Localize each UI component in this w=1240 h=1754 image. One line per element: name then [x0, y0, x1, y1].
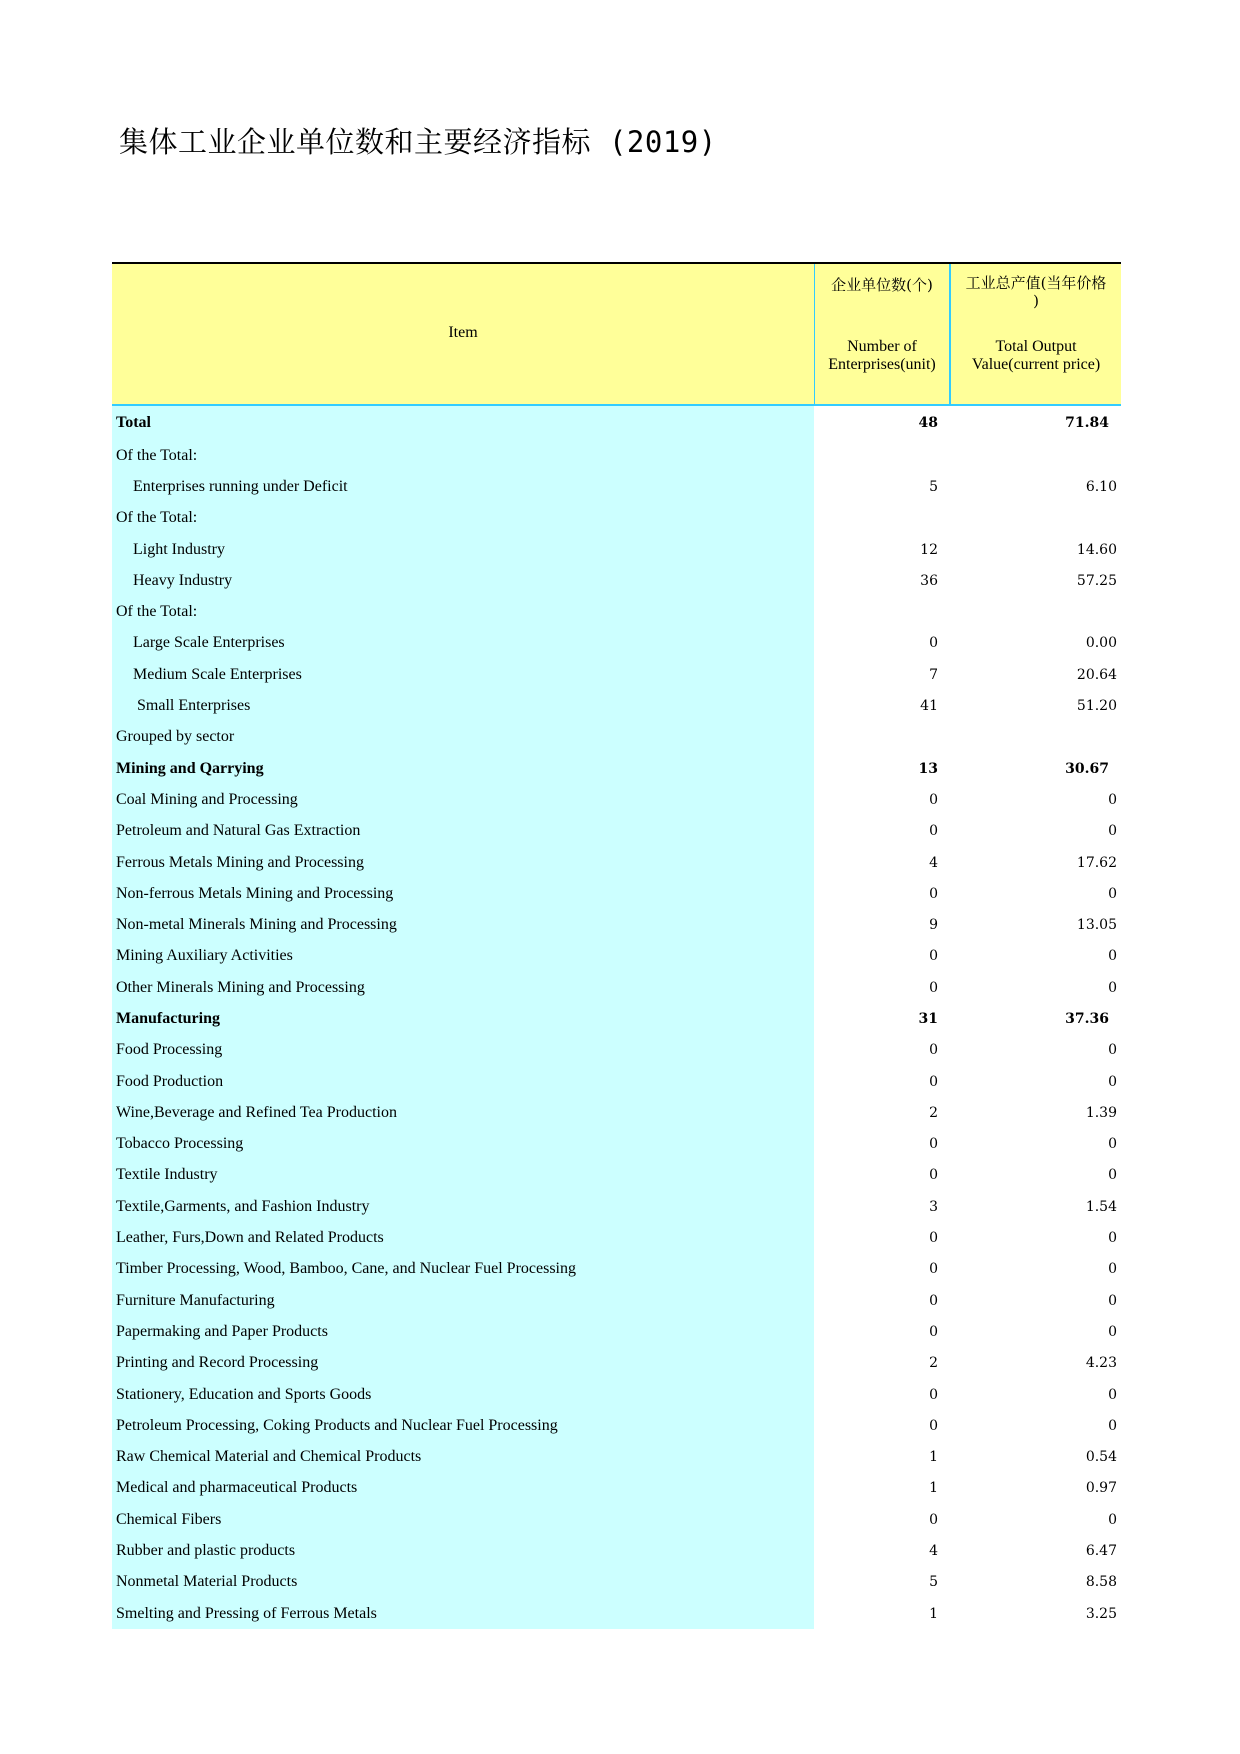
row-label: Petroleum Processing, Coking Products and Nuclear Fuel Processing: [112, 1410, 814, 1441]
row-label: Of the Total:: [112, 596, 814, 627]
row-label: Coal Mining and Processing: [112, 784, 814, 815]
table-row: [112, 1348, 1121, 1379]
row-output-value: 6.10: [1085, 478, 1117, 495]
row-label: Food Processing: [112, 1035, 814, 1066]
row-output-value: 0: [1108, 1167, 1117, 1184]
row-output-value: 3.25: [1085, 1605, 1117, 1622]
row-enterprises: 0: [929, 823, 938, 840]
table-row: [112, 1442, 1121, 1473]
row-enterprises: 4: [929, 1543, 938, 1560]
row-output-value: 37.36: [1065, 1010, 1109, 1027]
table-row: [112, 909, 1121, 940]
table-row: [112, 1254, 1121, 1285]
row-label: Of the Total:: [112, 440, 814, 471]
header-item: Item: [112, 264, 815, 404]
header-enterprises-en: Number of Enterprises(unit): [828, 338, 936, 373]
row-label: Mining and Qarrying: [112, 753, 814, 784]
row-label: Medical and pharmaceutical Products: [112, 1473, 814, 1504]
header-output: [951, 264, 1121, 404]
row-enterprises: 1: [929, 1480, 938, 1497]
table-row: [112, 784, 1121, 815]
header-enterprises: [815, 264, 951, 404]
table-row: [112, 1285, 1121, 1316]
table-row: [112, 471, 1121, 502]
row-output-value: 0.97: [1085, 1480, 1117, 1497]
row-output-value: 0: [1108, 823, 1117, 840]
table-row: [112, 1410, 1121, 1441]
table-row: [112, 1535, 1121, 1566]
row-output-value: 30.67: [1065, 760, 1109, 777]
table-header: [112, 262, 1121, 406]
row-enterprises: 0: [929, 979, 938, 996]
row-enterprises: 0: [929, 1230, 938, 1247]
row-output-value: 0.00: [1085, 635, 1117, 652]
row-enterprises: 2: [929, 1104, 938, 1121]
row-output-value: 4.23: [1085, 1355, 1117, 1372]
row-enterprises: 0: [929, 948, 938, 965]
table-row: [112, 503, 1121, 534]
table-row: [112, 1567, 1121, 1598]
row-enterprises: 0: [929, 1073, 938, 1090]
row-enterprises: 0: [929, 1136, 938, 1153]
row-label: Heavy Industry: [112, 565, 814, 596]
table-row: [112, 690, 1121, 721]
row-output-value: 0: [1108, 948, 1117, 965]
row-enterprises: 0: [929, 1261, 938, 1278]
row-label: Large Scale Enterprises: [112, 628, 814, 659]
table-row: [112, 1066, 1121, 1097]
table-row: [112, 1129, 1121, 1160]
row-label: Timber Processing, Wood, Bamboo, Cane, and Nuclear Fuel Processing: [112, 1254, 814, 1285]
row-enterprises: 0: [929, 1417, 938, 1434]
header-output-cn: 工业总产值(当年价格 ): [965, 274, 1107, 310]
table-row: [112, 1473, 1121, 1504]
row-enterprises: 0: [929, 1042, 938, 1059]
row-enterprises: 3: [929, 1198, 938, 1215]
row-output-value: 14.60: [1076, 541, 1117, 558]
table-row: [112, 1035, 1121, 1066]
data-table: [112, 262, 1121, 1629]
row-output-value: 6.47: [1085, 1543, 1117, 1560]
row-output-value: 8.58: [1085, 1574, 1117, 1591]
table-row: [112, 1504, 1121, 1535]
row-label: Stationery, Education and Sports Goods: [112, 1379, 814, 1410]
row-label: Smelting and Pressing of Ferrous Metals: [112, 1598, 814, 1629]
row-enterprises: 12: [920, 541, 938, 558]
row-output-value: 0: [1108, 1261, 1117, 1278]
row-enterprises: 13: [918, 760, 938, 777]
row-label: Chemical Fibers: [112, 1504, 814, 1535]
row-label: Other Minerals Mining and Processing: [112, 972, 814, 1003]
row-label: Mining Auxiliary Activities: [112, 941, 814, 972]
row-output-value: 17.62: [1076, 854, 1117, 871]
table-row: [112, 596, 1121, 627]
header-output-en: Total Output Value(current price): [971, 338, 1101, 373]
row-enterprises: 48: [918, 415, 938, 431]
row-label: Papermaking and Paper Products: [112, 1316, 814, 1347]
row-enterprises: 1: [929, 1605, 938, 1622]
table-row: [112, 1191, 1121, 1222]
table-row: [112, 1316, 1121, 1347]
row-output-value: 0: [1108, 1386, 1117, 1403]
table-row: [112, 753, 1121, 784]
page-title: 集体工业企业单位数和主要经济指标 (2019): [119, 125, 717, 159]
table-row: [112, 1003, 1121, 1034]
row-enterprises: 31: [918, 1010, 938, 1027]
row-label: Tobacco Processing: [112, 1129, 814, 1160]
row-label: Nonmetal Material Products: [112, 1567, 814, 1598]
row-label: Non-metal Minerals Mining and Processing: [112, 909, 814, 940]
header-enterprises-cn: 企业单位数(个): [831, 276, 933, 294]
row-enterprises: 9: [929, 917, 938, 934]
row-output-value: 0: [1108, 1230, 1117, 1247]
row-label: Manufacturing: [112, 1003, 814, 1034]
row-label: Ferrous Metals Mining and Processing: [112, 847, 814, 878]
row-output-value: 1.39: [1085, 1104, 1117, 1121]
table-row: [112, 847, 1121, 878]
row-enterprises: 0: [929, 885, 938, 902]
row-output-value: 0: [1108, 1042, 1117, 1059]
row-enterprises: 0: [929, 1323, 938, 1340]
row-label: Non-ferrous Metals Mining and Processing: [112, 878, 814, 909]
row-enterprises: 5: [929, 478, 938, 495]
row-label: Petroleum and Natural Gas Extraction: [112, 816, 814, 847]
row-label: Wine,Beverage and Refined Tea Production: [112, 1097, 814, 1128]
row-enterprises: 0: [929, 1167, 938, 1184]
row-label: Textile Industry: [112, 1160, 814, 1191]
table-row: [112, 406, 1121, 440]
row-label: Enterprises running under Deficit: [112, 471, 814, 502]
row-enterprises: 36: [920, 572, 938, 589]
row-enterprises: 0: [929, 1292, 938, 1309]
row-output-value: 71.84: [1065, 415, 1109, 431]
row-output-value: 13.05: [1076, 917, 1117, 934]
row-label: Medium Scale Enterprises: [112, 659, 814, 690]
row-output-value: 1.54: [1085, 1198, 1117, 1215]
table-row: [112, 440, 1121, 471]
table-row: [112, 972, 1121, 1003]
row-enterprises: 1: [929, 1449, 938, 1466]
row-enterprises: 5: [929, 1574, 938, 1591]
table-row: [112, 1598, 1121, 1629]
row-label: Raw Chemical Material and Chemical Products: [112, 1442, 814, 1473]
row-output-value: 0: [1108, 885, 1117, 902]
row-label: Total: [112, 406, 814, 440]
row-output-value: 0: [1108, 979, 1117, 996]
table-row: [112, 1379, 1121, 1410]
row-output-value: 57.25: [1076, 572, 1117, 589]
row-enterprises: 7: [929, 666, 938, 683]
table-body: [112, 406, 1121, 1629]
table-row: [112, 1160, 1121, 1191]
row-enterprises: 0: [929, 635, 938, 652]
row-label: Rubber and plastic products: [112, 1535, 814, 1566]
row-enterprises: 0: [929, 1386, 938, 1403]
row-output-value: 0: [1108, 1136, 1117, 1153]
row-enterprises: 0: [929, 791, 938, 808]
row-output-value: 0: [1108, 1073, 1117, 1090]
row-output-value: 0.54: [1085, 1449, 1117, 1466]
table-row: [112, 1097, 1121, 1128]
row-label: Textile,Garments, and Fashion Industry: [112, 1191, 814, 1222]
row-enterprises: 4: [929, 854, 938, 871]
row-output-value: 0: [1108, 1323, 1117, 1340]
row-label: Light Industry: [112, 534, 814, 565]
row-enterprises: 0: [929, 1511, 938, 1528]
row-enterprises: 41: [920, 698, 938, 715]
row-output-value: 20.64: [1076, 666, 1117, 683]
table-row: [112, 628, 1121, 659]
table-row: [112, 878, 1121, 909]
row-label: Food Production: [112, 1066, 814, 1097]
table-row: [112, 659, 1121, 690]
row-label: Leather, Furs,Down and Related Products: [112, 1222, 814, 1253]
table-row: [112, 941, 1121, 972]
row-output-value: 0: [1108, 1511, 1117, 1528]
row-label: Printing and Record Processing: [112, 1348, 814, 1379]
table-row: [112, 722, 1121, 753]
table-row: [112, 816, 1121, 847]
row-label: Furniture Manufacturing: [112, 1285, 814, 1316]
row-label: Of the Total:: [112, 503, 814, 534]
table-row: [112, 565, 1121, 596]
table-row: [112, 534, 1121, 565]
row-output-value: 0: [1108, 791, 1117, 808]
row-output-value: 0: [1108, 1292, 1117, 1309]
row-output-value: 0: [1108, 1417, 1117, 1434]
row-output-value: 51.20: [1076, 698, 1117, 715]
table-row: [112, 1222, 1121, 1253]
row-label: Small Enterprises: [112, 690, 814, 721]
row-label: Grouped by sector: [112, 722, 814, 753]
row-enterprises: 2: [929, 1355, 938, 1372]
